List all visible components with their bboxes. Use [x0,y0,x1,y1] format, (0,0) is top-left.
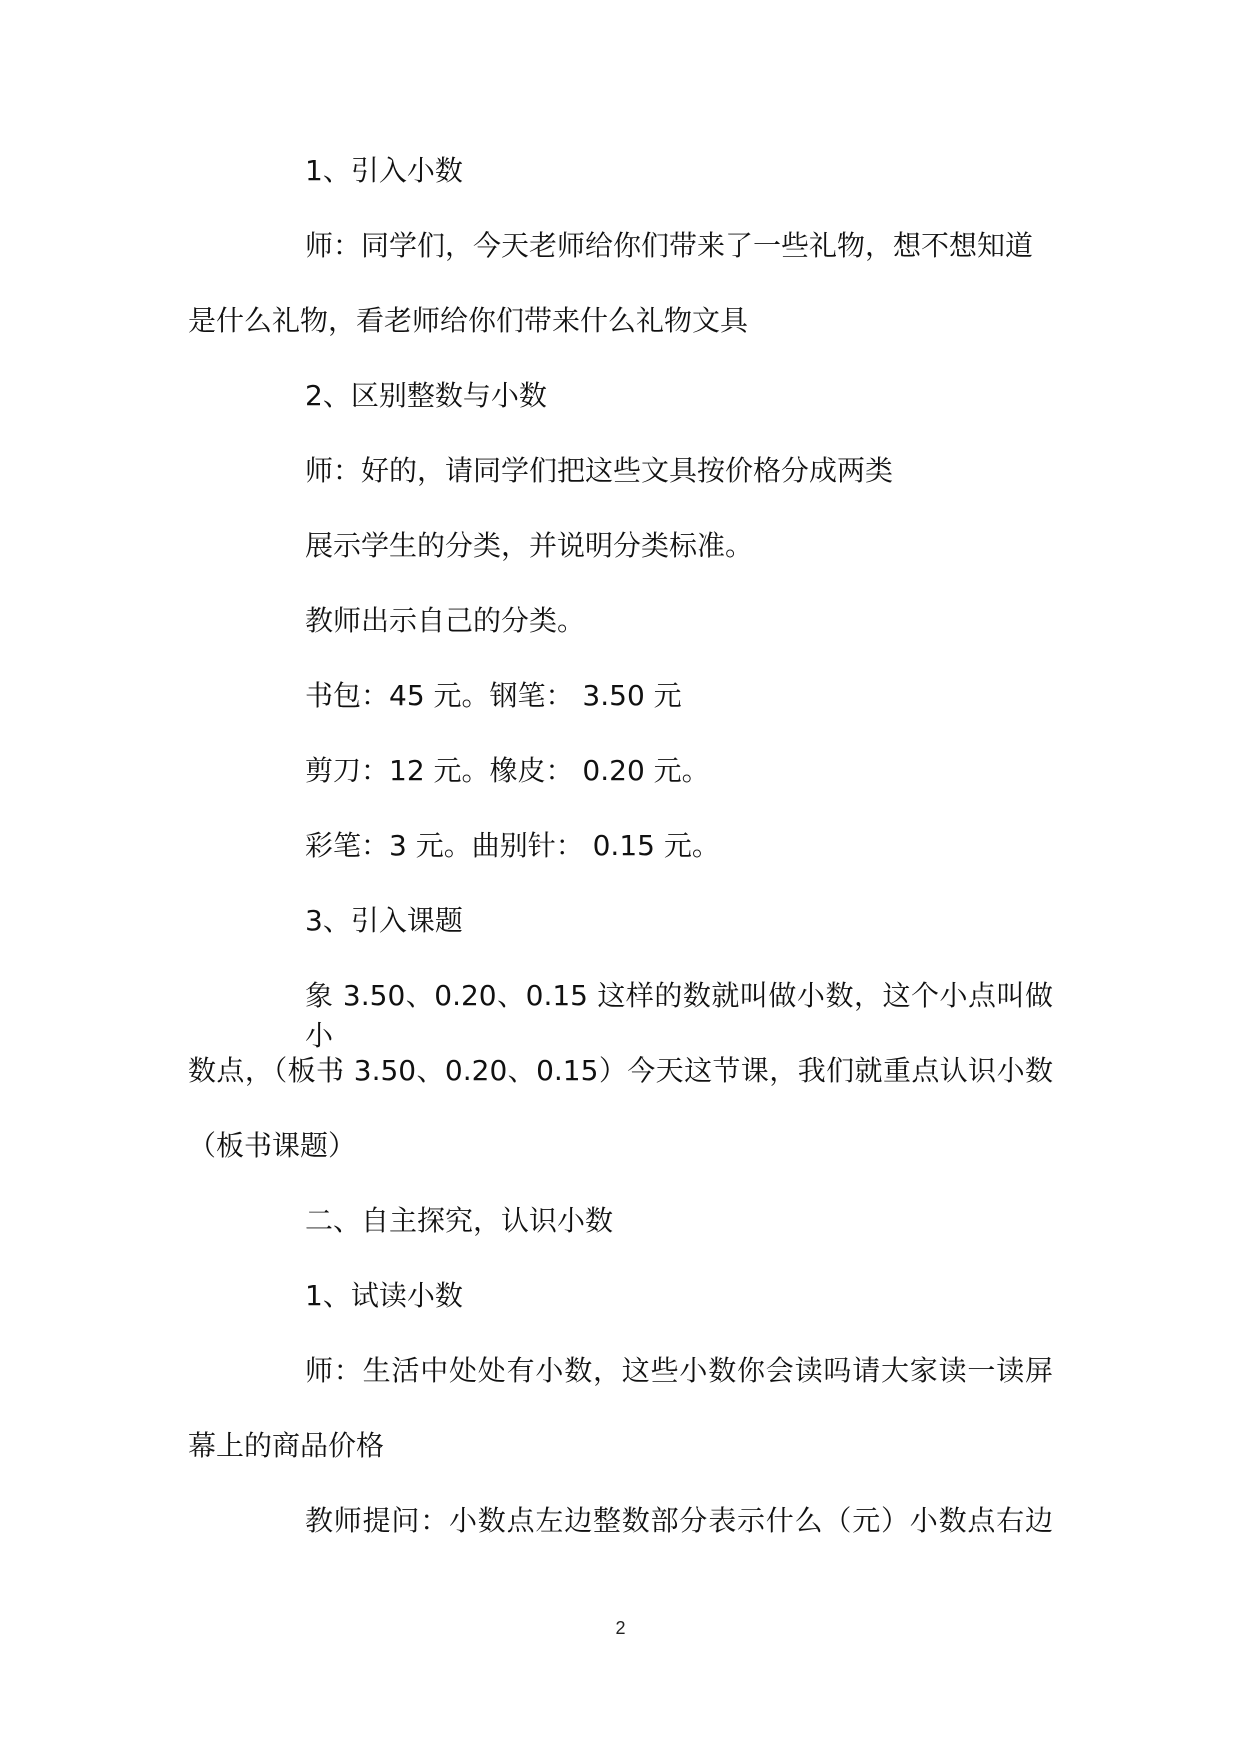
heading-compare-integers-decimals: 2、区别整数与小数 [305,379,547,412]
paragraph-line: 数点，（板书 3.50、0.20、0.15）今天这节课，我们就重点认识小数 [188,1054,1053,1087]
heading-introduce-decimals: 1、引入小数 [305,154,463,187]
paragraph-line: 师：同学们，今天老师给你们带来了一些礼物，想不想知道 [305,229,1034,262]
paragraph-line: 教师出示自己的分类。 [305,604,586,637]
page-number: 2 [615,1618,626,1638]
subheading-read-decimals: 1、试读小数 [305,1279,463,1312]
paragraph-line: 师：好的，请同学们把这些文具按价格分成两类 [305,454,894,487]
paragraph-line: 象 3.50、0.20、0.15 这样的数就叫做小数，这个小点叫做小 [305,979,1053,1052]
price-line: 彩笔：3 元。曲别针： 0.15 元。 [305,829,720,862]
paragraph-line: （板书课题） [188,1129,357,1162]
heading-introduce-topic: 3、引入课题 [305,904,463,937]
paragraph-line: 师：生活中处处有小数，这些小数你会读吗请大家读一读屏 [305,1354,1053,1387]
paragraph-line: 是什么礼物，看老师给你们带来什么礼物文具 [188,304,749,337]
section-heading: 二、自主探究，认识小数 [305,1204,614,1237]
paragraph-line: 幕上的商品价格 [188,1429,385,1462]
price-line: 书包：45 元。钢笔： 3.50 元 [305,679,682,712]
paragraph-line: 展示学生的分类，并说明分类标准。 [305,529,754,562]
price-line: 剪刀：12 元。橡皮： 0.20 元。 [305,754,710,787]
paragraph-line: 教师提问：小数点左边整数部分表示什么（元）小数点右边 [305,1504,1053,1537]
